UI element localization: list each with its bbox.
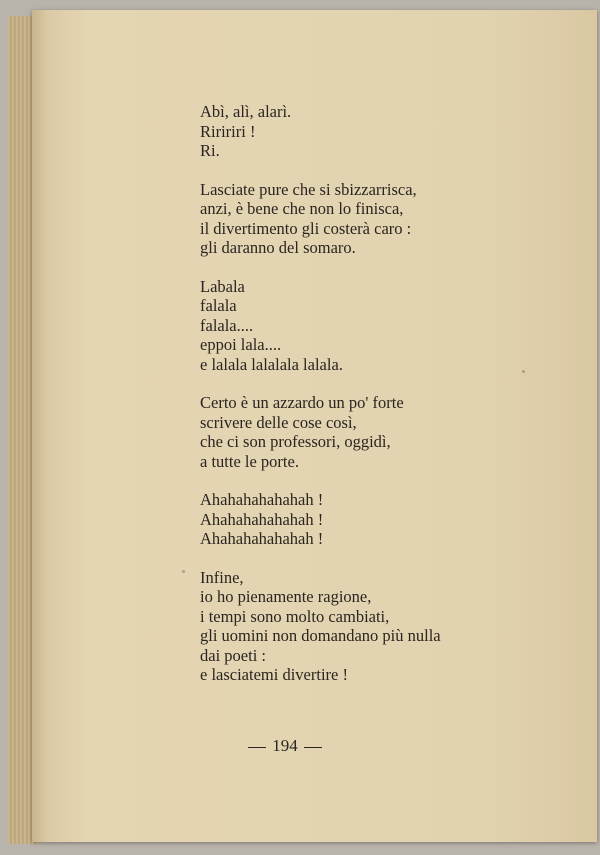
folio-dash-left xyxy=(248,747,266,748)
poem-line: gli uomini non domandano più nulla xyxy=(200,626,441,645)
poem-line: a tutte le porte. xyxy=(200,451,299,471)
stanza xyxy=(200,568,560,685)
poem-line: anzi, è bene che non lo finisca, xyxy=(200,199,404,218)
poem-line: e lasciatemi divertire ! xyxy=(200,665,348,684)
poem-line: falala.... xyxy=(200,315,254,335)
stanza xyxy=(200,180,560,258)
paper-speck xyxy=(182,570,185,573)
poem-line: falala xyxy=(200,296,237,315)
poem-line: Riririri ! xyxy=(200,121,256,141)
poem-line: Ahahahahahahah ! xyxy=(200,490,324,509)
page-number-value: 194 xyxy=(272,736,298,755)
poem-line: che ci son professori, oggidì, xyxy=(200,432,391,451)
stanza xyxy=(200,277,560,375)
page-number xyxy=(200,736,370,756)
poem-line: Ri. xyxy=(200,141,220,160)
poem-line: Lasciate pure che si sbizzarrisca, xyxy=(200,179,417,199)
poem-line: Ahahahahahahah ! xyxy=(200,529,324,548)
poem-line: io ho pienamente ragione, xyxy=(200,587,372,606)
poem-line: e lalala lalalala lalala. xyxy=(200,354,343,374)
poem-line: eppoi lala.... xyxy=(200,335,282,354)
stanza xyxy=(200,393,560,471)
poem-line: dai poeti : xyxy=(200,645,266,665)
folio-dash-right xyxy=(304,747,322,748)
stanza xyxy=(200,490,560,549)
poem-line: Labala xyxy=(200,276,245,296)
poem-line: Certo è un azzardo un po' forte xyxy=(200,393,404,412)
poem-line: scrivere delle cose così, xyxy=(200,412,357,432)
stanza xyxy=(200,102,560,161)
poem-line: il divertimento gli costerà caro : xyxy=(200,218,412,238)
poem-line: gli daranno del somaro. xyxy=(200,238,356,257)
poem-line: i tempi sono molto cambiati, xyxy=(200,606,390,626)
poem-line: Abì, alì, alarì. xyxy=(200,102,292,121)
poem-line: Ahahahahahahah ! xyxy=(200,509,324,529)
poem-line: Infine, xyxy=(200,567,244,587)
poem-text xyxy=(200,102,560,704)
